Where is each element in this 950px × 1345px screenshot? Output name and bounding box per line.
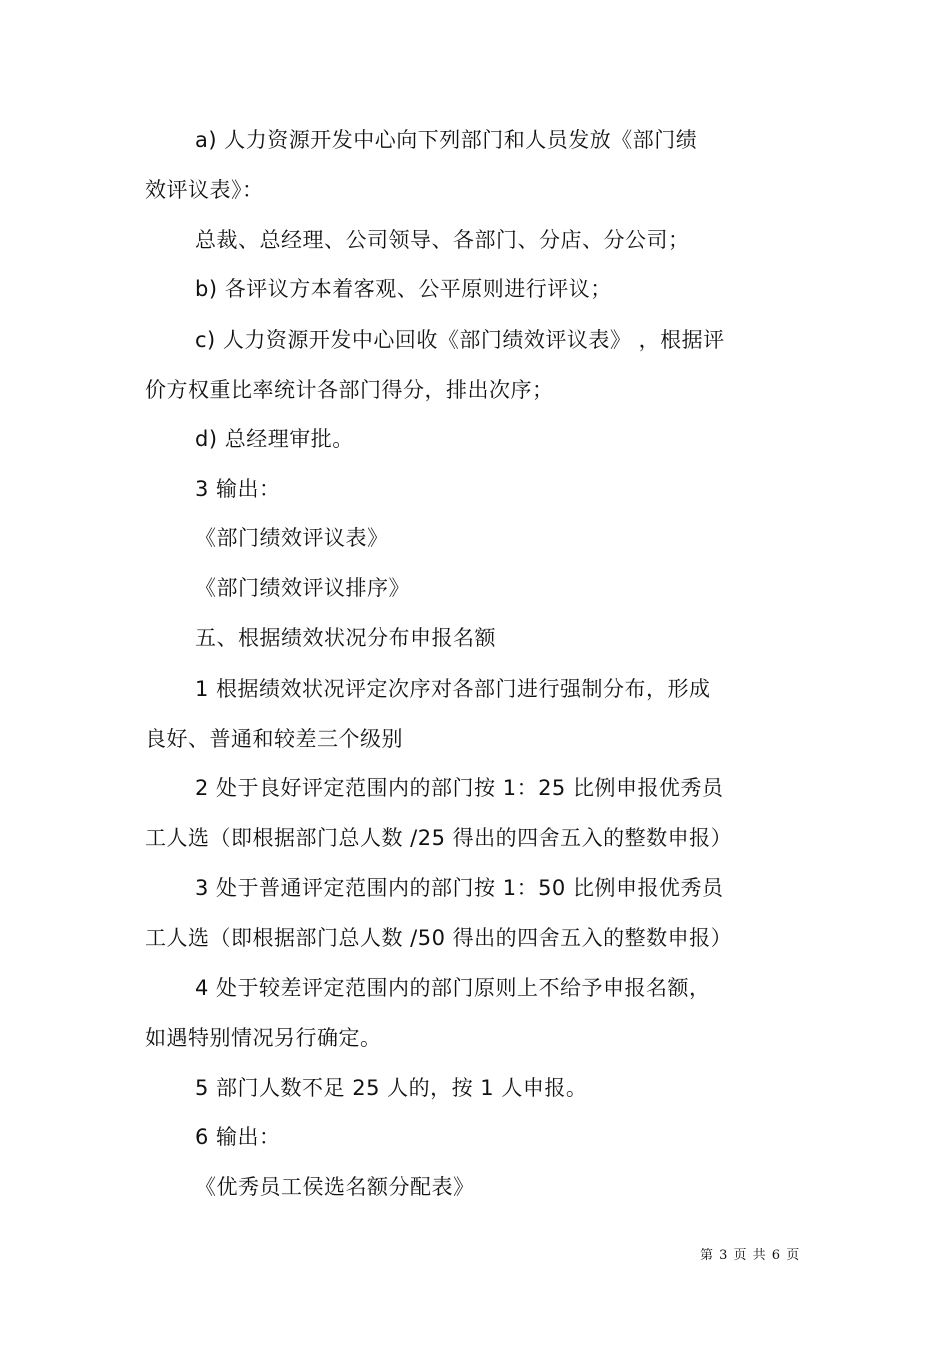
text-line-7: d) 总经理审批。 [195, 427, 354, 451]
text-line-11: 五、根据绩效状况分布申报名额 [195, 626, 496, 650]
text-line-3: 总裁、总经理、公司领导、各部门、分店、分公司； [195, 228, 690, 252]
text-line-15: 工人选（即根据部门总人数 /25 得出的四舍五入的整数申报） [145, 826, 733, 850]
text-line-6: 价方权重比率统计各部门得分，排出次序； [145, 378, 554, 402]
text-line-18: 4 处于较差评定范围内的部门原则上不给予申报名额， [195, 976, 711, 1000]
text-line-14: 2 处于良好评定范围内的部门按 1：25 比例申报优秀员 [195, 776, 724, 800]
text-line-22: 《优秀员工侯选名额分配表》 [195, 1175, 475, 1199]
text-line-9: 《部门绩效评议表》 [195, 526, 389, 550]
text-line-19: 如遇特别情况另行确定。 [145, 1026, 382, 1050]
text-line-2: 效评议表》： [145, 178, 264, 202]
text-line-17: 工人选（即根据部门总人数 /50 得出的四舍五入的整数申报） [145, 926, 733, 950]
text-line-1: a) 人力资源开发中心向下列部门和人员发放《部门绩 [195, 128, 698, 152]
text-line-5: c) 人力资源开发中心回收《部门绩效评议表》 ，根据评 [195, 328, 725, 352]
text-line-13: 良好、普通和较差三个级别 [145, 727, 403, 751]
text-line-12: 1 根据绩效状况评定次序对各部门进行强制分布，形成 [195, 677, 711, 701]
text-line-4: b) 各评议方本着客观、公平原则进行评议； [195, 277, 612, 301]
text-line-8: 3 输出： [195, 477, 281, 501]
page-number-footer: 第 3 页 共 6 页 [700, 1248, 801, 1263]
text-line-20: 5 部门人数不足 25 人的，按 1 人申报。 [195, 1076, 588, 1100]
text-line-10: 《部门绩效评议排序》 [195, 576, 410, 600]
text-line-16: 3 处于普通评定范围内的部门按 1：50 比例申报优秀员 [195, 876, 724, 900]
text-line-21: 6 输出： [195, 1125, 281, 1149]
